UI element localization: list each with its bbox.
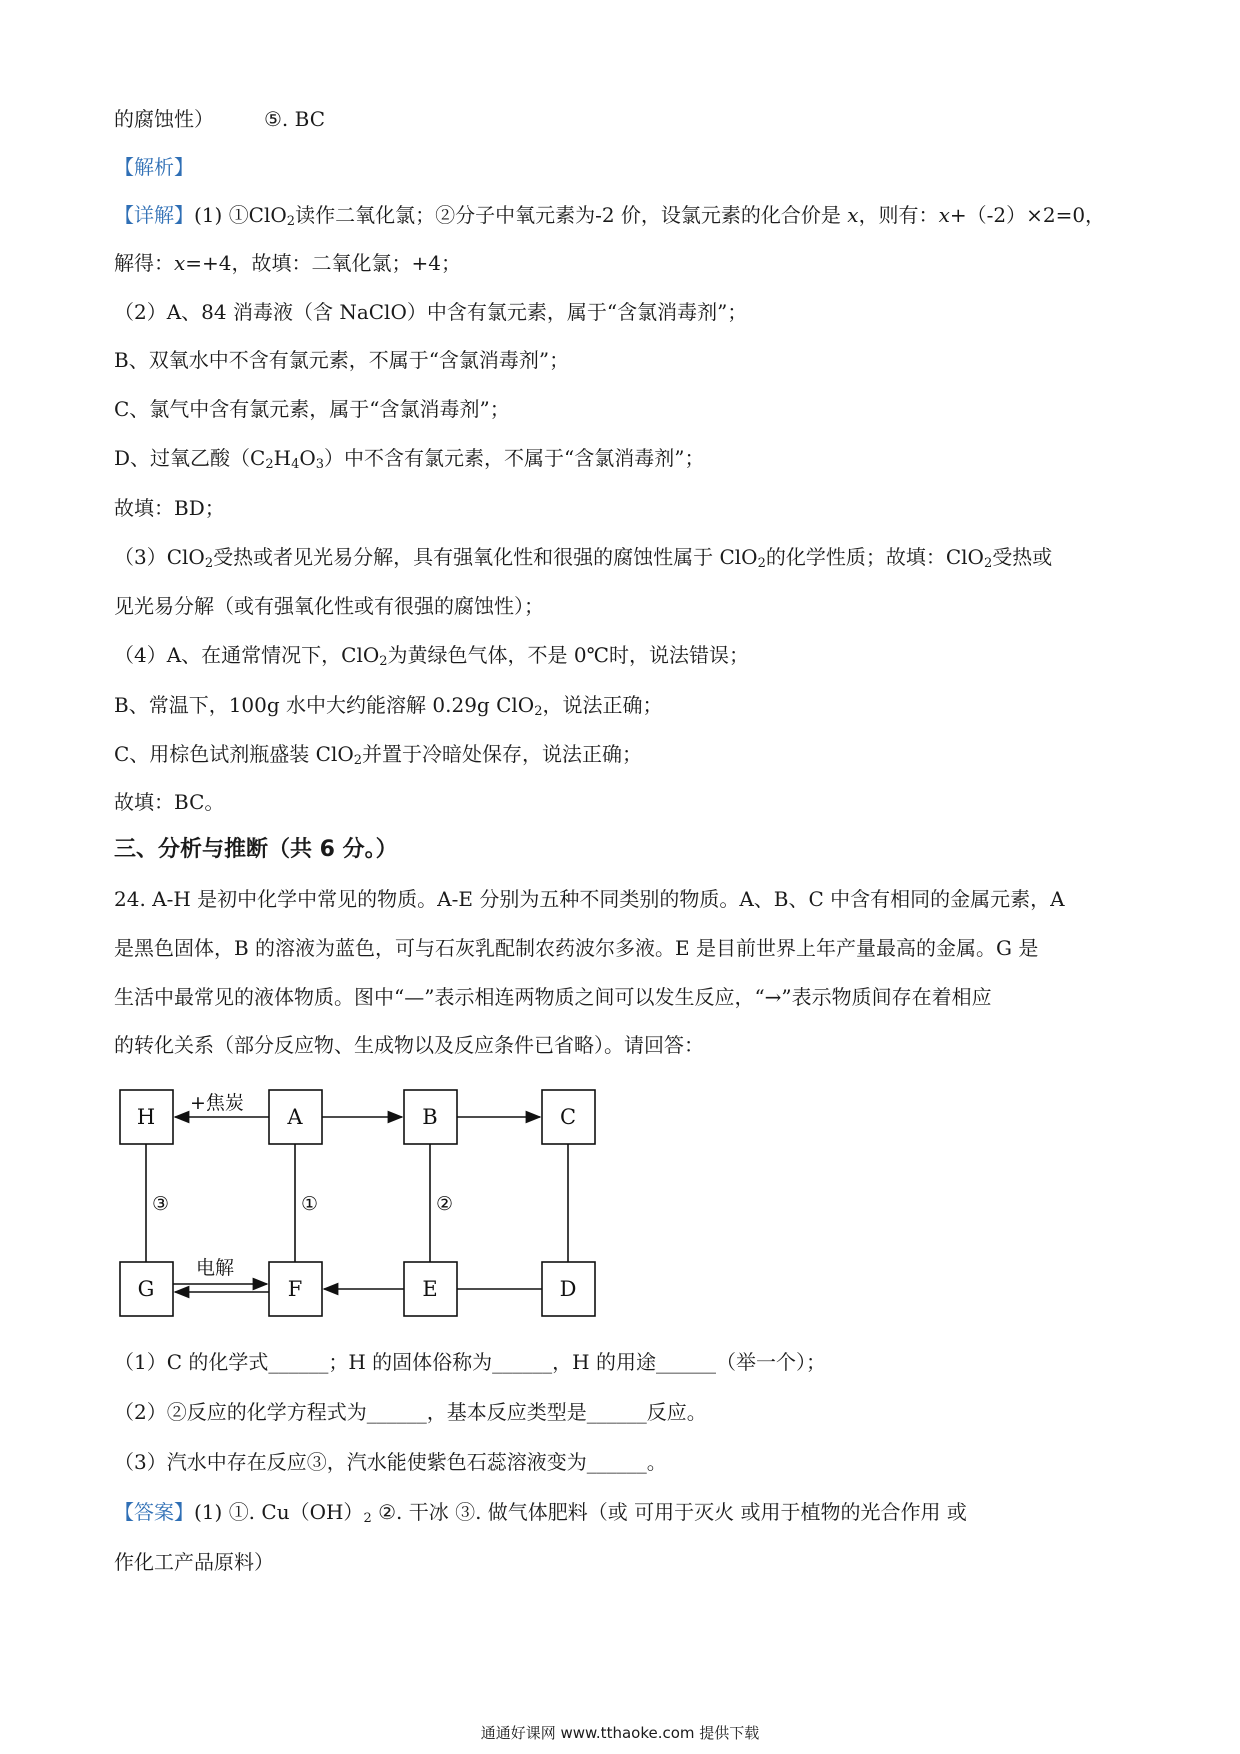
detail-line-10: （4）A、在通常情况下，ClO$_2$为黄绿色气体，不是 0℃时，说法错误； [114,643,750,669]
box-H-label: H [136,1105,156,1129]
box-G-label: G [137,1277,155,1301]
question-line-1: 24. A-H 是初中化学中常见的物质。A-E 分别为五种不同类别的物质。A、B、C 中含有相同的金属元素，A [114,887,1065,911]
detail-line-8: （3）ClO$_2$受热或者见光易分解，具有强氧化性和很强的腐蚀性属于 ClO$_2$的化学性质；故填：ClO$_2$受热或 [114,545,1053,571]
box-B-label: B [422,1105,438,1129]
sub-question-1: （1）C 的化学式______；H 的固体俗称为______，H 的用途______（举一个）； [114,1350,826,1374]
detail-line-13: 故填：BC。 [114,790,225,814]
section-title: 三、分析与推断（共 6 分。） [114,837,398,862]
box-C-label: C [559,1105,577,1129]
detail-line-11: B、常温下，100g 水中大约能溶解 0.29g ClO$_2$，说法正确； [114,693,663,719]
label-coke: +焦炭 [190,1092,244,1114]
detail-line-4: B、双氧水中不含有氯元素，不属于“含氯消毒剂”； [114,348,570,372]
reaction-diagram [110,1078,610,1323]
question-line-2: 是黑色固体，B 的溶液为蓝色，可与石灰乳配制农药波尔多液。E 是目前世界上年产量最高的金属。G 是 [114,936,1039,960]
label-reaction-2: ② [436,1193,454,1215]
continued-answer: 的腐蚀性） ⑤. BC [114,107,326,131]
detail-line-1: 【详解】(1) ①ClO$_2$读作二氧化氯；②分子中氧元素为-2 价，设氯元素的化合价是 x，则有：x+（-2）×2=0， [114,203,1106,229]
label-reaction-3: ③ [152,1193,170,1215]
sub-question-2: （2）②反应的化学方程式为______，基本反应类型是______反应。 [114,1400,707,1424]
page-footer: 通通好课网 www.tthaoke.com 提供下载 [480,1724,760,1742]
detail-line-9: 见光易分解（或有强氧化性或有很强的腐蚀性）； [114,594,544,618]
detail-line-12: C、用棕色试剂瓶盛装 ClO$_2$并置于冷暗处保存，说法正确； [114,742,643,768]
box-E-label: E [422,1277,438,1301]
detail-line-3: （2）A、84 消毒液（含 NaClO）中含有氯元素，属于“含氯消毒剂”； [114,300,748,324]
question-line-4: 的转化关系（部分反应物、生成物以及反应条件已省略）。请回答： [114,1033,704,1057]
analysis-tag: 【解析】 [114,155,194,179]
box-D-label: D [559,1277,577,1301]
answer-line-2: 作化工产品原料） [114,1550,274,1574]
detail-line-6: D、过氧乙酸$(C_2H_4O_3)$中不含有氯元素，不属于“含氯消毒剂”； [114,446,705,472]
sub-question-3: （3）汽水中存在反应③，汽水能使紫色石蕊溶液变为______。 [114,1450,667,1474]
question-line-3: 生活中最常见的液体物质。图中“—”表示相连两物质之间可以发生反应，“→”表示物质间存在着相应 [114,985,992,1009]
detail-line-7: 故填：BD； [114,496,225,520]
detail-line-5: C、氯气中含有氯元素，属于“含氯消毒剂”； [114,397,510,421]
label-reaction-1: ① [301,1193,319,1215]
answer-line-1: 【答案】(1) ①. $Cu(OH)_2$ ②. 干冰 ③. 做气体肥料（或 可用于灭火 或用于植物的光合作用 或 [114,1500,967,1526]
label-electrolysis: 电解 [196,1257,235,1279]
box-F-label: F [287,1277,303,1301]
box-A-label: A [287,1105,303,1129]
detail-line-2: 解得：x=+4，故填：二氧化氯；+4； [114,251,462,275]
